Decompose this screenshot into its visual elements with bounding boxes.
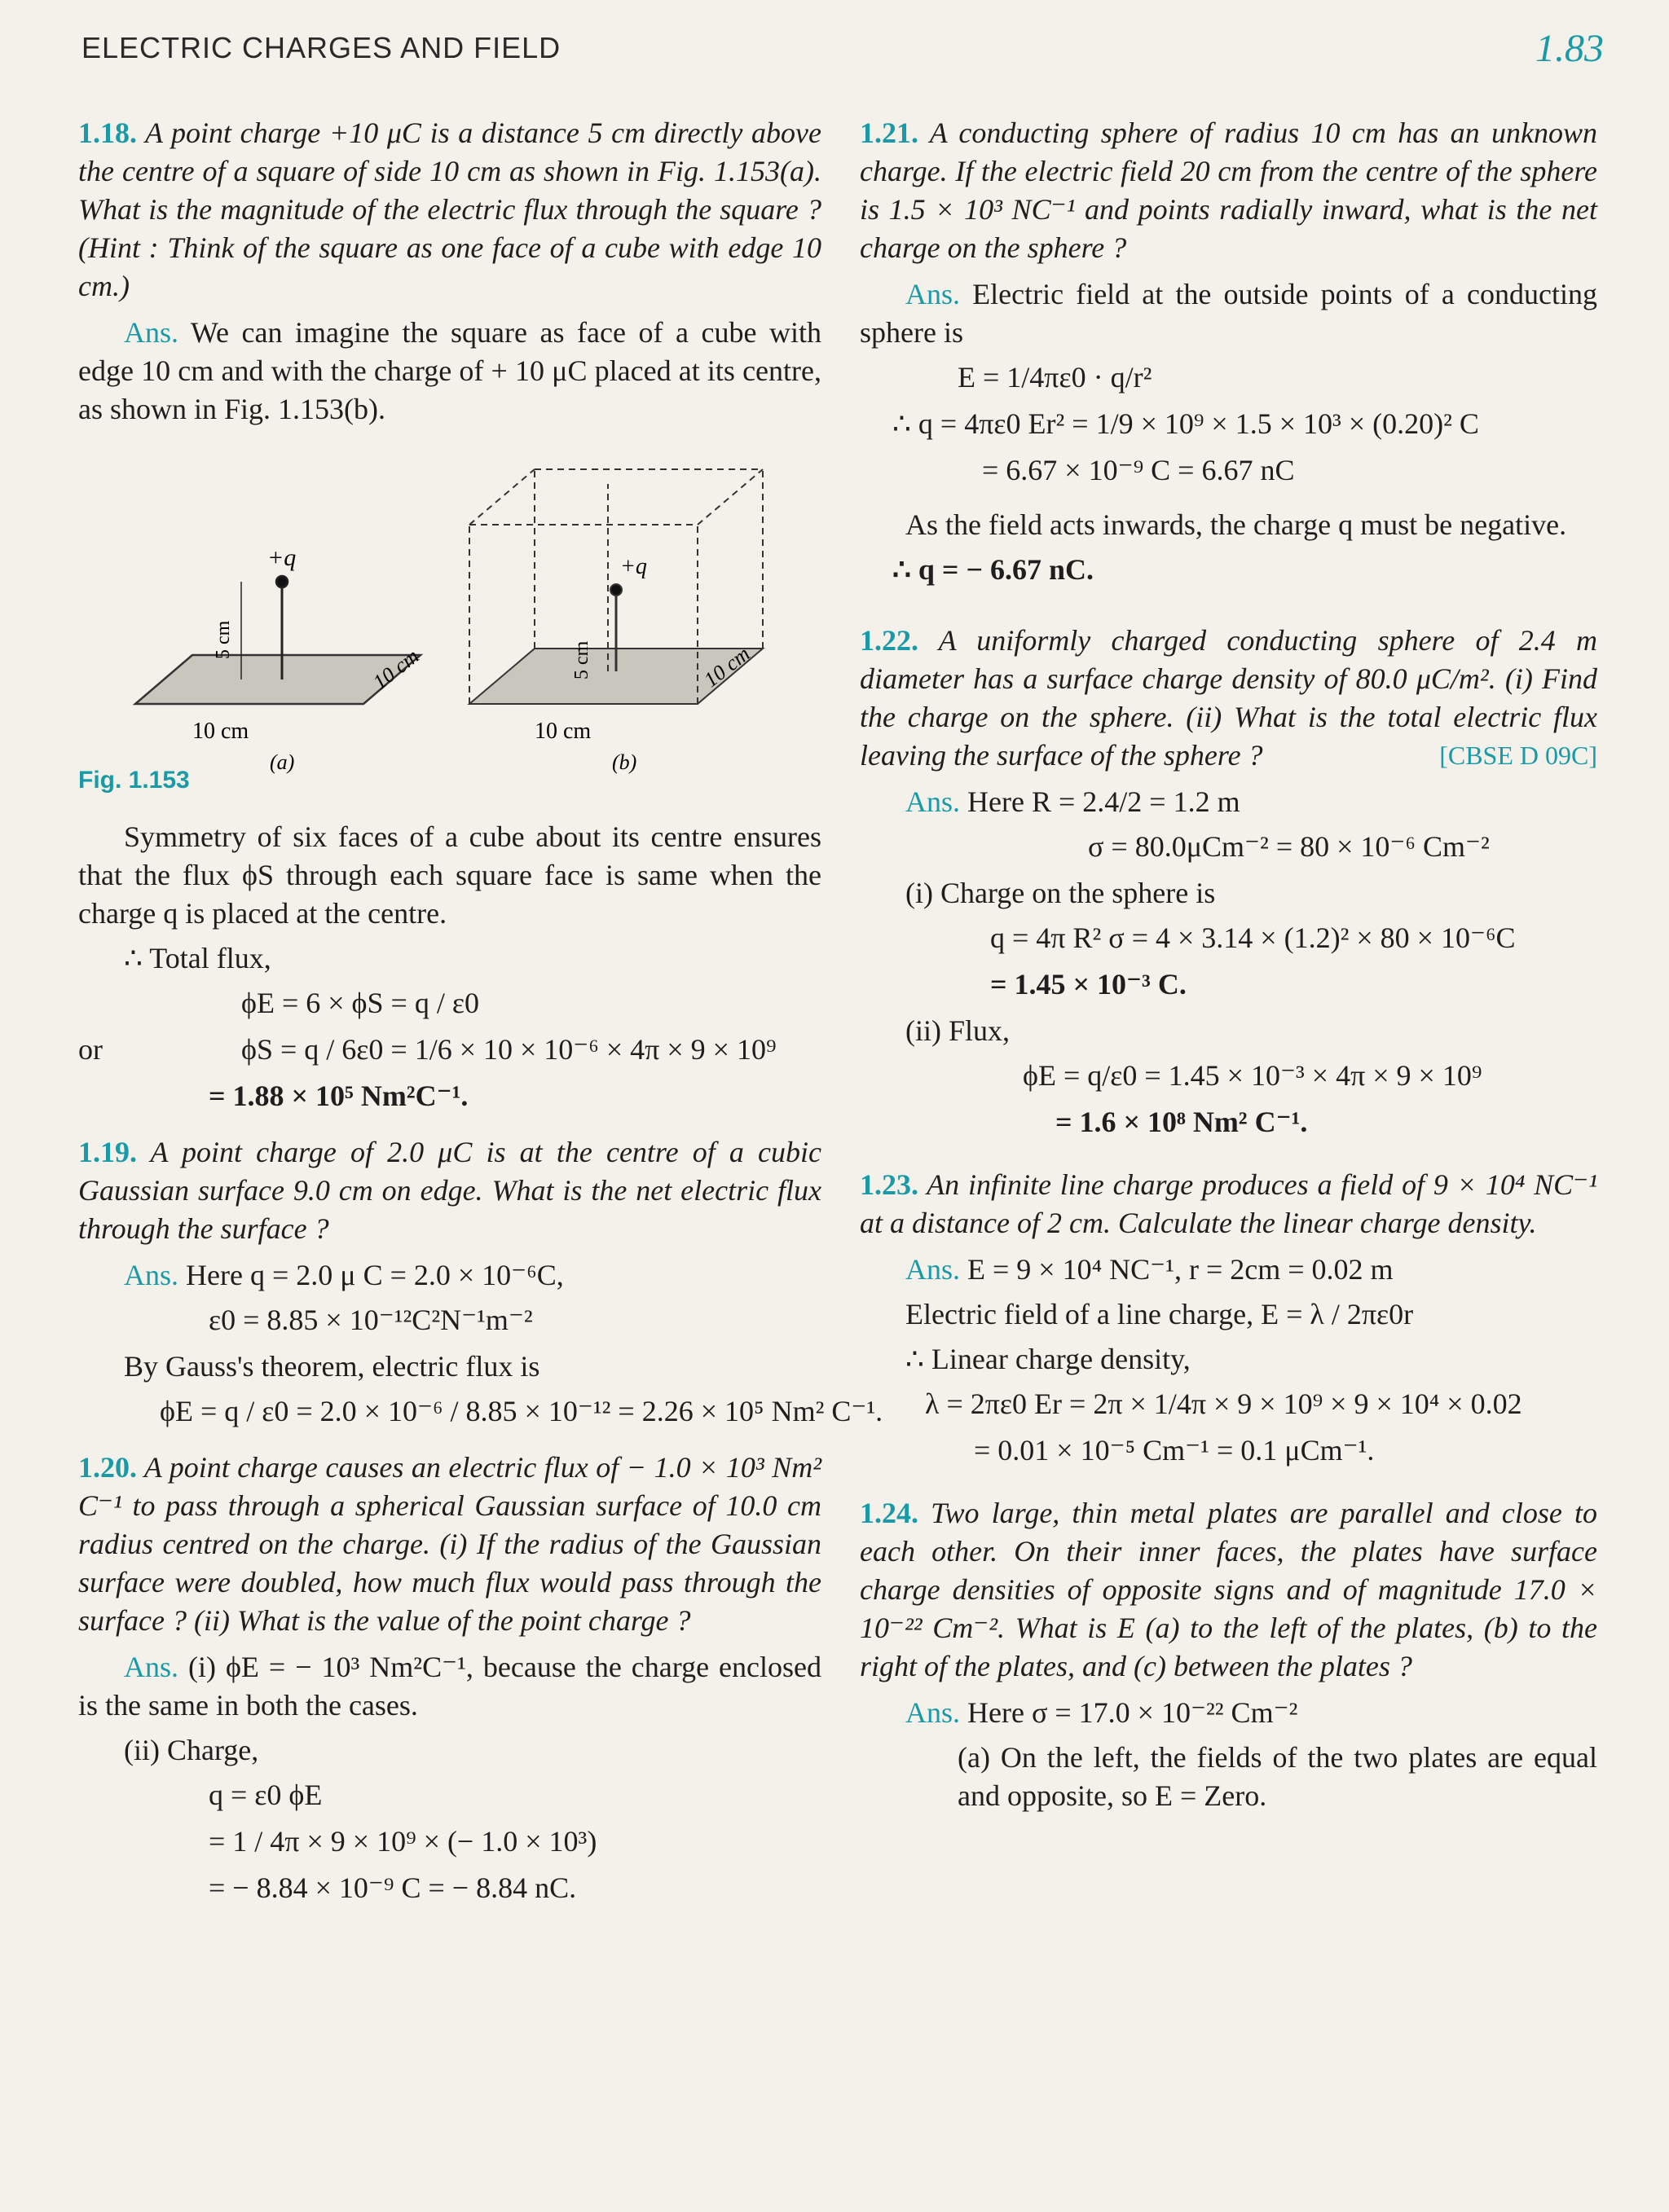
figure-caption: Fig. 1.153 [78, 767, 190, 794]
answer-label: Ans. [905, 1696, 961, 1729]
height-label-a: 5 cm [213, 620, 234, 659]
answer-label: Ans. [124, 1651, 179, 1683]
equation-face-flux: ϕS = q / 6ε0 = 1/6 × 10 × 10⁻⁶ × 4π × 9 × 10⁹ [241, 1033, 777, 1066]
figure-1-153 [78, 435, 821, 802]
equation-sphere-charge-result: = 1.45 × 10⁻³ C. [990, 968, 1187, 1000]
question-1-22 [860, 622, 1597, 775]
answer-1-21 [860, 275, 1597, 352]
equation-sphere-flux-result: = 1.6 × 10⁸ Nm² C⁻¹. [1055, 1106, 1308, 1138]
question-number: 1.22. [860, 624, 918, 657]
side-label-b-slant: 10 cm [699, 641, 755, 693]
sub-label-a: (a) [270, 750, 295, 774]
answer-1-23-formula: Electric field of a line charge, E = λ / 2πε0r [905, 1298, 1414, 1330]
equation-lambda-result: = 0.01 × 10⁻⁵ Cm⁻¹ = 0.1 μCm⁻¹. [974, 1434, 1375, 1467]
answer-1-24-a: (a) On the left, the fields of the two plates are equal and opposite, so E = Zero. [958, 1741, 1597, 1812]
question-text: An infinite line charge produces a field of 9 × 10⁴ NC⁻¹ at a distance of 2 cm. Calculate the linear charge density. [860, 1168, 1597, 1239]
question-number: 1.20. [78, 1451, 137, 1484]
height-label-b: 5 cm [571, 640, 592, 679]
question-1-23 [860, 1166, 1597, 1242]
question-text: A uniformly charged conducting sphere of 2.4 m diameter has a surface charge density of 80.0 μC/m². (i) Find the charge on the sphere. (ii) What is the total electric flux leaving the surface of the sphere ? [860, 624, 1597, 772]
chapter-title: ELECTRIC CHARGES AND FIELD [81, 31, 561, 64]
answer-1-22-i: (i) Charge on the sphere is [905, 877, 1216, 909]
side-label-a: 10 cm [192, 719, 249, 744]
equation-gauss-flux: ϕE = q / ε0 = 2.0 × 10⁻⁶ / 8.85 × 10⁻¹² = 2.26 × 10⁵ Nm² C⁻¹. [160, 1395, 883, 1427]
question-text: A conducting sphere of radius 10 cm has an unknown charge. If the electric field 20 cm from the centre of the sphere is 1.5 × 10³ NC⁻¹ and points radially inward, what is the net charge on the sphere ? [860, 117, 1597, 264]
question-number: 1.21. [860, 117, 918, 149]
answer-1-22 [860, 783, 1597, 821]
gauss-text: By Gauss's theorem, electric flux is [124, 1350, 540, 1383]
equation-sphere-flux: ϕE = q/ε0 = 1.45 × 10⁻³ × 4π × 9 × 10⁹ [1023, 1059, 1482, 1092]
equation-sigma: σ = 80.0μCm⁻² = 80 × 10⁻⁶ Cm⁻² [1088, 830, 1490, 863]
question-text: A point charge causes an electric flux of − 1.0 × 10³ Nm² C⁻¹ to pass through a spherical Gaussian surface of 10.0 cm radius centred on the charge. (i) If the radius of the Gaussian surface were doubled, how much flux would pass through the surface ? (ii) What is the value of the point charge ? [78, 1451, 821, 1637]
equation-field: E = 1/4πε0 · q/r² [958, 361, 1152, 394]
equation-epsilon: ε0 = 8.85 × 10⁻¹²C²N⁻¹m⁻² [209, 1304, 533, 1336]
exam-reference: [CBSE D 09C] [1439, 741, 1597, 770]
side-label-b: 10 cm [535, 719, 592, 744]
question-1-18 [78, 114, 821, 306]
answer-1-21-note: As the field acts inwards, the charge q must be negative. [905, 508, 1567, 541]
question-1-19 [78, 1133, 821, 1248]
answer-label: Ans. [124, 1259, 179, 1291]
answer-1-20 [78, 1648, 821, 1725]
question-text: A point charge +10 μC is a distance 5 cm directly above the centre of a square of side 10 cm as shown in Fig. 1.153(a). What is the magnitude of the electric flux through the square ? (Hint : Think of the square as one face of a cube with edge 10 cm.) [78, 117, 821, 302]
answer-label: Ans. [905, 785, 961, 818]
left-column [78, 114, 883, 1915]
answer-1-19 [78, 1256, 821, 1295]
answer-1-20-charge: (ii) Charge, [124, 1734, 259, 1766]
answer-label: Ans. [905, 1253, 961, 1286]
symmetry-text: Symmetry of six faces of a cube about its centre ensures that the flux ϕS through each square face is same when the charge q is placed at the centre. [78, 820, 821, 930]
equation-charge-result: = − 8.84 × 10⁻⁹ C = − 8.84 nC. [209, 1871, 577, 1904]
cube-figure-diagram [78, 435, 821, 802]
equation-lambda: λ = 2πε0 Er = 2π × 1/4π × 9 × 10⁹ × 9 × 10⁴ × 0.02 [925, 1387, 1522, 1420]
charge-label-b: +q [620, 554, 647, 579]
equation-charge-calc: = 1 / 4π × 9 × 10⁹ × (− 1.0 × 10³) [209, 1825, 597, 1858]
answer-label: Ans. [124, 316, 179, 349]
answer-label: Ans. [905, 278, 961, 310]
answer-1-22-ii: (ii) Flux, [905, 1014, 1011, 1047]
answer-text: Here R = 2.4/2 = 1.2 m [967, 785, 1240, 818]
equation-q-final: ∴ q = − 6.67 nC. [892, 553, 1094, 586]
answer-text: (i) ϕE = − 10³ Nm²C⁻¹, because the charge enclosed is the same in both the cases. [78, 1651, 822, 1722]
answer-text: Electric field at the outside points of a conducting sphere is [860, 278, 1597, 349]
charge-label-a: +q [267, 544, 297, 571]
question-text: A point charge of 2.0 μC is at the centre of a cubic Gaussian surface 9.0 cm on edge. What is the net electric flux through the surface ? [78, 1136, 822, 1245]
equation-face-flux-result: = 1.88 × 10⁵ Nm²C⁻¹. [209, 1080, 469, 1112]
equation-charge: q = ε0 ϕE [209, 1779, 323, 1811]
answer-text: E = 9 × 10⁴ NC⁻¹, r = 2cm = 0.02 m [967, 1253, 1394, 1286]
answer-1-18 [78, 314, 821, 429]
sub-label-b: (b) [612, 750, 637, 774]
question-number: 1.19. [78, 1136, 137, 1168]
question-number: 1.23. [860, 1168, 918, 1201]
answer-text: Here σ = 17.0 × 10⁻²² Cm⁻² [967, 1696, 1298, 1729]
equation-sphere-charge: q = 4π R² σ = 4 × 3.14 × (1.2)² × 80 × 10⁻⁶C [990, 921, 1516, 954]
answer-1-23-density: ∴ Linear charge density, [905, 1343, 1191, 1375]
question-number: 1.18. [78, 117, 137, 149]
equation-total-flux: ϕE = 6 × ϕS = q / ε0 [241, 987, 479, 1019]
answer-1-24 [860, 1694, 1597, 1732]
side-label-a-slant: 10 cm [368, 644, 424, 695]
answer-text: Here q = 2.0 μ C = 2.0 × 10⁻⁶C, [186, 1259, 564, 1291]
equation-q: ∴ q = 4πε0 Er² = 1/9 × 10⁹ × 1.5 × 10³ × (0.20)² C [892, 407, 1479, 440]
or-label: or [78, 1033, 103, 1066]
equation-q-result: = 6.67 × 10⁻⁹ C = 6.67 nC [982, 454, 1295, 486]
question-1-24 [860, 1494, 1597, 1686]
right-column [860, 114, 1597, 1822]
question-1-21 [860, 114, 1597, 267]
question-1-20 [78, 1449, 821, 1640]
answer-1-23 [860, 1251, 1597, 1289]
question-number: 1.24. [860, 1497, 918, 1529]
answer-text: We can imagine the square as face of a cube with edge 10 cm and with the charge of + 10 μC placed at its centre, as shown in Fig. 1.153(b). [78, 316, 821, 425]
total-flux-label: ∴ Total flux, [124, 942, 271, 974]
page-number: 1.83 [1535, 27, 1604, 70]
question-text: Two large, thin metal plates are parallel and close to each other. On their inner faces, the plates have surface charge densities of opposite signs and of magnitude 17.0 × 10⁻²² Cm⁻². What is E (a) to the left of the plates, (b) to the right of the plates, and (c) between the plates ? [860, 1497, 1598, 1682]
